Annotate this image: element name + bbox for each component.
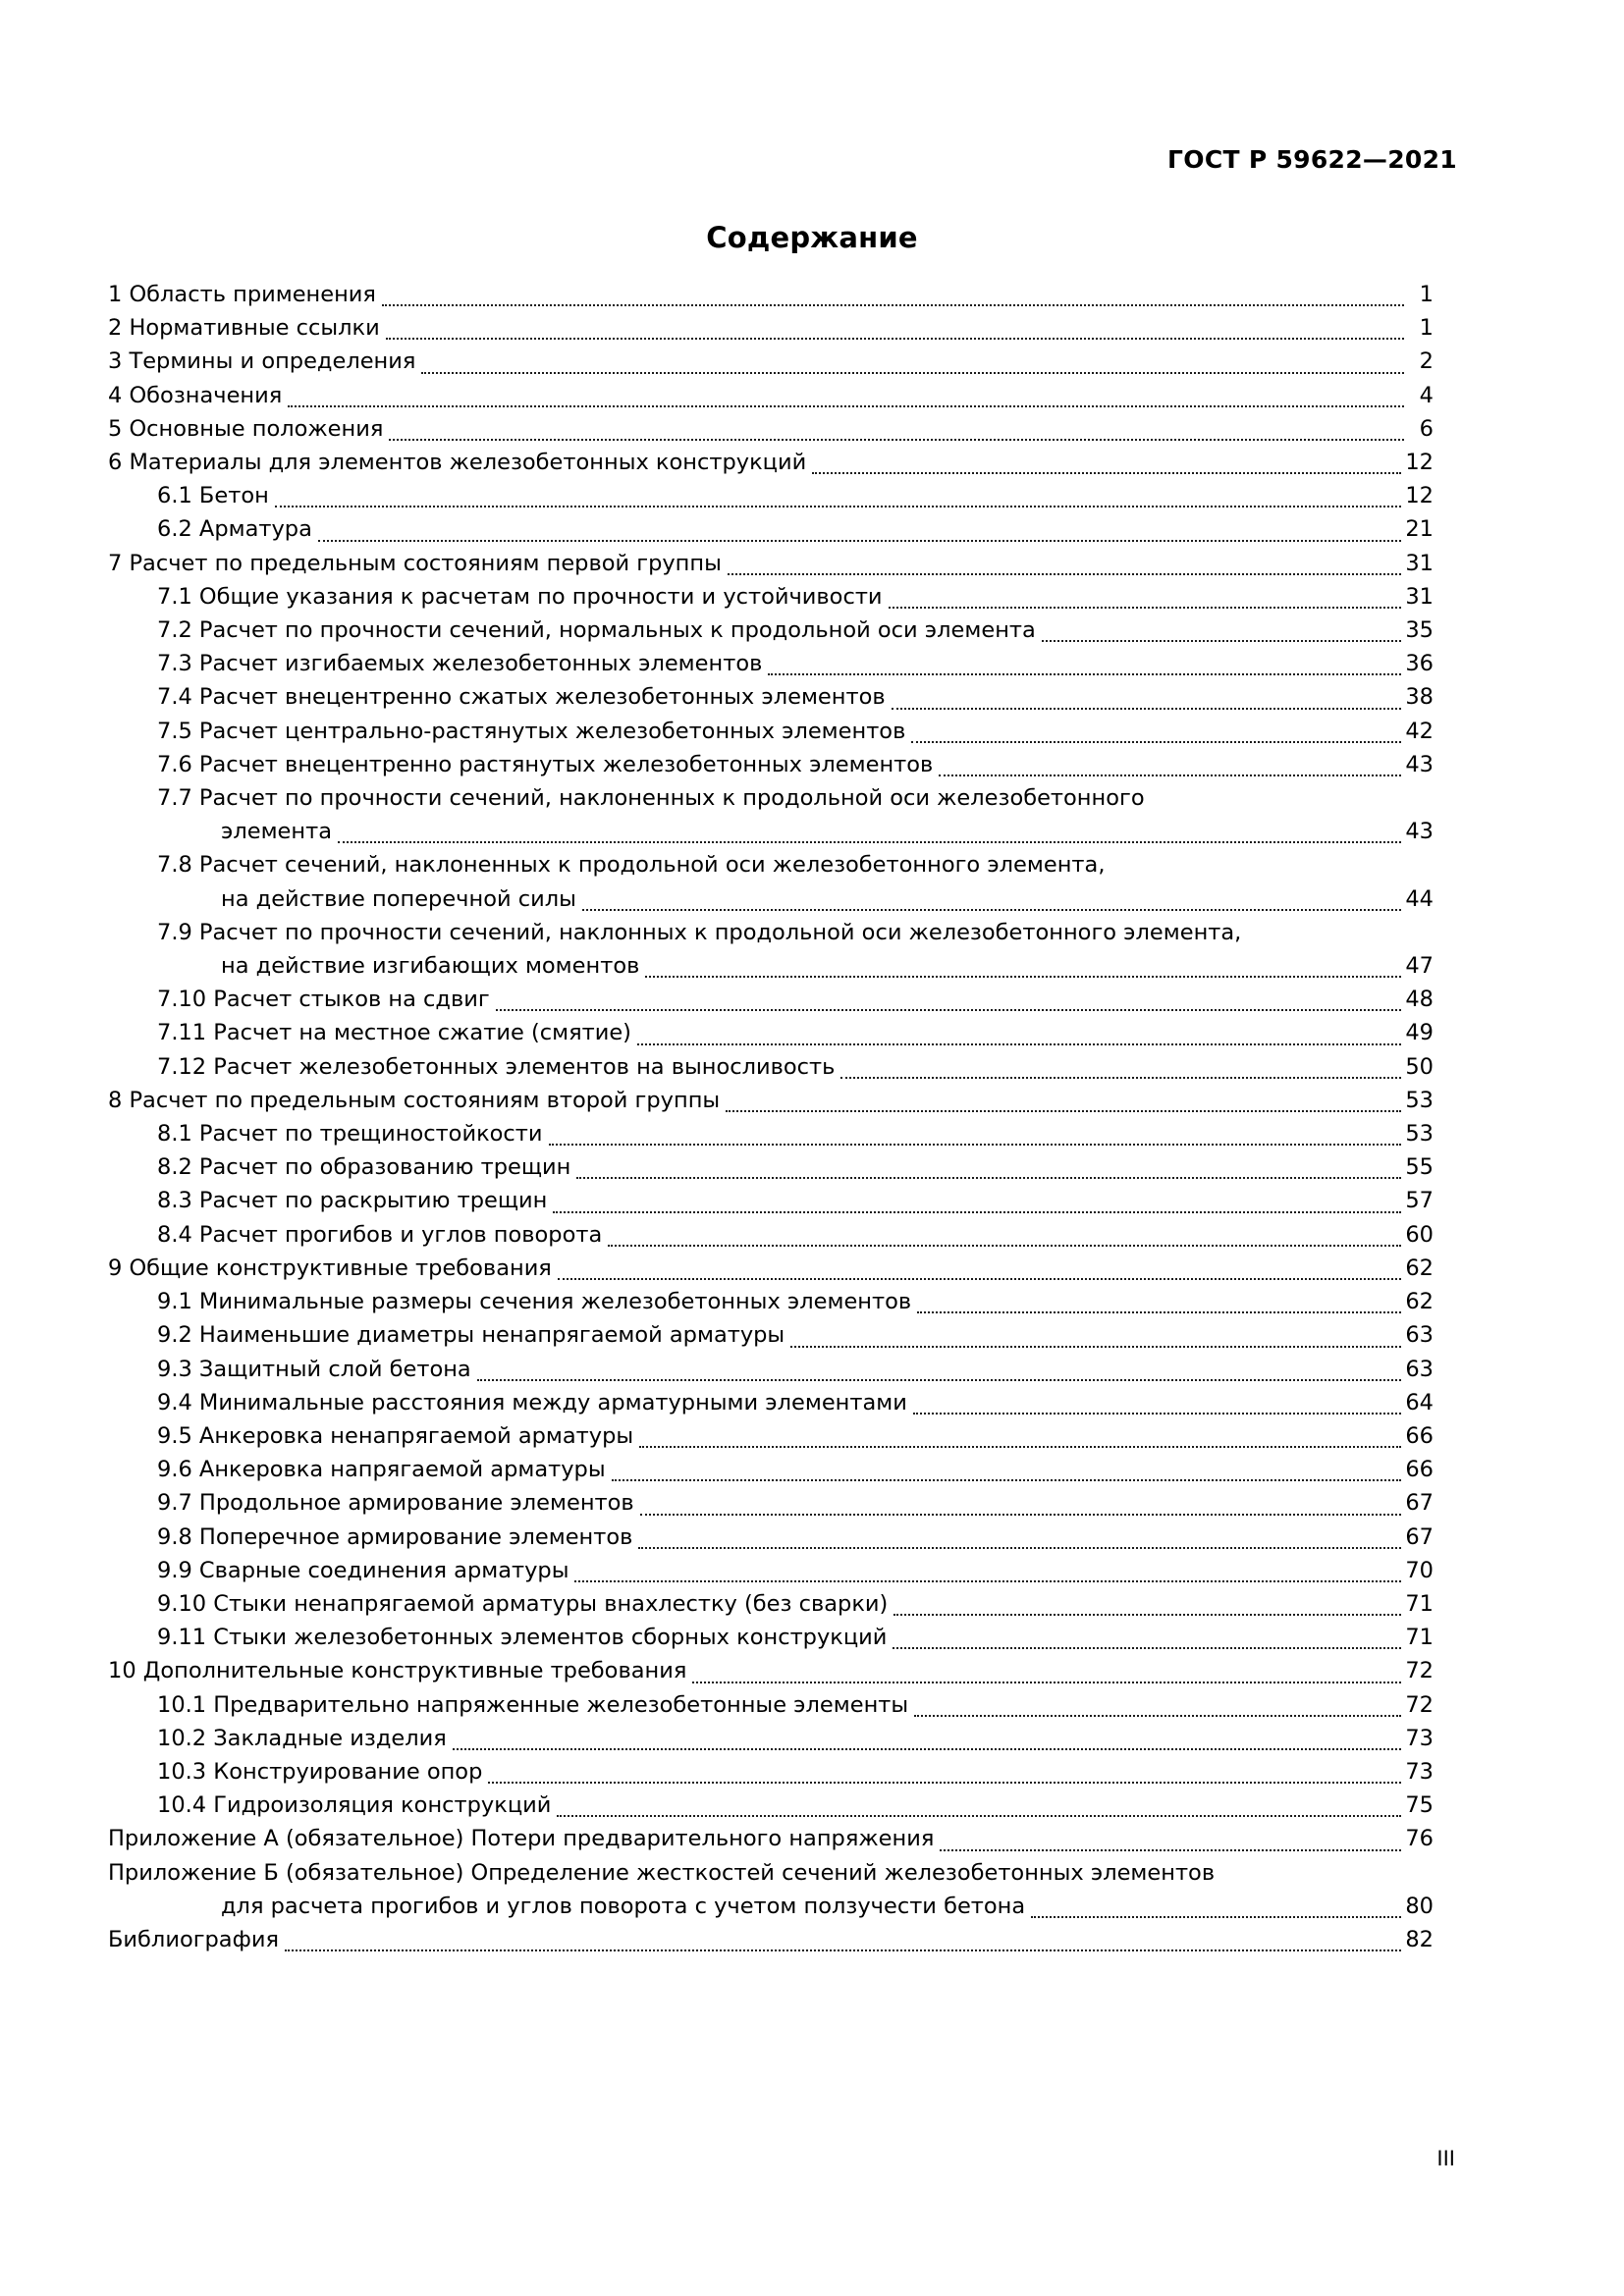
toc-entry[interactable] [108, 311, 1434, 345]
toc-entry-label: 5 Основные положения [108, 415, 384, 442]
toc-entry[interactable] [108, 1722, 1434, 1755]
toc-entry-label: 9.4 Минимальные расстояния между арматурными элементами [157, 1389, 907, 1415]
toc-entry-page: 1 [1419, 282, 1434, 307]
toc-leader-dots [386, 337, 1404, 340]
toc-entry[interactable] [108, 1184, 1434, 1217]
toc-entry-label: 8.3 Расчет по раскрытию трещин [157, 1188, 548, 1214]
toc-entry-page: 71 [1405, 1625, 1434, 1651]
toc-leader-dots [288, 404, 1404, 407]
toc-entry-page: 49 [1405, 1020, 1434, 1046]
toc-entry-page: 73 [1405, 1725, 1434, 1751]
toc-entry-label: 7.11 Расчет на местное сжатие (смятие) [157, 1020, 631, 1046]
toc-entry-page: 50 [1405, 1053, 1434, 1080]
toc-leader-dots [453, 1747, 1402, 1750]
toc-entry-label: 10.3 Конструирование опор [157, 1758, 483, 1785]
toc-entry[interactable] [108, 1554, 1434, 1587]
toc-entry-label: 9.1 Минимальные размеры сечения железобетонных элементов [157, 1289, 912, 1315]
toc-leader-dots [768, 672, 1401, 675]
toc-leader-dots [1042, 639, 1402, 642]
toc-entry[interactable] [108, 781, 1434, 815]
toc-entry-page: 43 [1405, 751, 1434, 777]
toc-entry[interactable] [108, 1150, 1434, 1184]
toc-entry-page: 55 [1405, 1154, 1434, 1181]
toc-entry[interactable] [108, 1453, 1434, 1486]
toc-entry[interactable] [108, 1688, 1434, 1722]
toc-entry-label: 7.12 Расчет железобетонных элементов на выносливость [157, 1053, 836, 1080]
toc-leader-dots [389, 438, 1404, 441]
toc-leader-dots [496, 1008, 1402, 1011]
toc-leader-dots [285, 1949, 1401, 1951]
toc-leader-dots [382, 303, 1404, 306]
toc-leader-dots [911, 740, 1401, 743]
toc-leader-dots [790, 1345, 1401, 1348]
toc-leader-dots [275, 505, 1402, 507]
toc-entry-label: на действие поперечной силы [221, 885, 576, 912]
toc-entry-page: 1 [1419, 315, 1434, 342]
toc-entry-label: 7.1 Общие указания к расчетам по прочности и устойчивости [157, 583, 883, 610]
toc-entry-label: 7.9 Расчет по прочности сечений, наклонных к продольной оси железобетонного элемента, [157, 919, 1242, 945]
toc-leader-dots [1220, 1884, 1404, 1885]
toc-entry-page: 72 [1405, 1658, 1434, 1684]
toc-entry-label: 10.2 Закладные изделия [157, 1725, 447, 1751]
toc-entry-label: 6.2 Арматура [157, 516, 312, 543]
toc-entry-page: 72 [1405, 1691, 1434, 1718]
toc-leader-dots [557, 1814, 1401, 1817]
toc-entry[interactable] [108, 580, 1434, 614]
toc-leader-dots [893, 1646, 1401, 1649]
toc-entry-label: 6.1 Бетон [157, 483, 269, 509]
toc-leader-dots [612, 1478, 1402, 1481]
toc-entry-label: 7.10 Расчет стыков на сдвиг [157, 987, 490, 1013]
toc-entry-page: 12 [1405, 450, 1434, 476]
toc-entry-label: Приложение А (обязательное) Потери предварительного напряжения [108, 1826, 935, 1852]
toc-entry-page: 82 [1405, 1926, 1434, 1952]
toc-entry[interactable] [108, 1856, 1434, 1890]
toc-leader-dots [913, 1412, 1401, 1415]
toc-entry-page: 67 [1405, 1490, 1434, 1517]
toc-entry[interactable] [108, 379, 1434, 412]
toc-leader-dots [726, 1109, 1401, 1112]
toc-leader-dots [1031, 1915, 1401, 1918]
toc-entry[interactable] [108, 916, 1434, 949]
toc-entry-page: 6 [1419, 415, 1434, 442]
toc-entry[interactable] [108, 848, 1434, 881]
toc-entry[interactable] [108, 983, 1434, 1016]
toc-entry-label: 2 Нормативные ссылки [108, 315, 380, 342]
toc-leader-dots [914, 1714, 1401, 1717]
toc-entry-page: 64 [1405, 1389, 1434, 1415]
toc-entry-label: 7.2 Расчет по прочности сечений, нормальных к продольной оси элемента [157, 617, 1036, 644]
toc-leader-dots [553, 1210, 1401, 1213]
toc-entry[interactable] [108, 1890, 1434, 1923]
toc-leader-dots [574, 1579, 1401, 1582]
toc-entry[interactable] [108, 479, 1434, 512]
toc-entry-label: 8.1 Расчет по трещиностойкости [157, 1121, 543, 1148]
toc-entry-label: 9.2 Наименьшие диаметры ненапрягаемой арматуры [157, 1322, 785, 1349]
toc-entry-page: 21 [1405, 516, 1434, 543]
toc-entry-page: 53 [1405, 1121, 1434, 1148]
toc-entry-page: 80 [1405, 1893, 1434, 1919]
toc-entry[interactable] [108, 1587, 1434, 1621]
toc-leader-dots [488, 1781, 1401, 1784]
toc-entry[interactable] [108, 1789, 1434, 1822]
toc-entry[interactable] [108, 1755, 1434, 1789]
toc-entry-label: 7.3 Расчет изгибаемых железобетонных элементов [157, 651, 763, 677]
toc-entry[interactable] [108, 882, 1434, 916]
toc-entry-label: 6 Материалы для элементов железобетонных конструкций [108, 450, 807, 476]
table-of-contents [108, 278, 1434, 1956]
toc-entry-page: 4 [1419, 382, 1434, 408]
toc-entry-page: 53 [1405, 1087, 1434, 1113]
toc-leader-dots [477, 1378, 1402, 1381]
toc-entry[interactable] [108, 1654, 1434, 1687]
toc-leader-dots [640, 1513, 1402, 1516]
toc-entry[interactable] [108, 1117, 1434, 1150]
toc-entry[interactable] [108, 614, 1434, 647]
toc-entry-page: 63 [1405, 1356, 1434, 1382]
toc-entry-page: 35 [1405, 617, 1434, 644]
toc-leader-dots [812, 471, 1401, 474]
toc-entry-label: 9.9 Сварные соединения арматуры [157, 1557, 569, 1583]
toc-leader-dots [692, 1681, 1401, 1683]
toc-entry-label: для расчета прогибов и углов поворота с учетом ползучести бетона [221, 1893, 1026, 1919]
toc-entry-page: 38 [1405, 684, 1434, 711]
page-title: Содержание [706, 221, 918, 254]
toc-leader-dots [840, 1076, 1401, 1079]
toc-leader-dots [549, 1143, 1402, 1146]
toc-leader-dots [558, 1277, 1402, 1280]
toc-entry[interactable] [108, 1621, 1434, 1654]
toc-leader-dots [1151, 809, 1404, 810]
toc-entry-label: 7.6 Расчет внецентренно растянутых железобетонных элементов [157, 751, 934, 777]
toc-entry-page: 63 [1405, 1322, 1434, 1349]
toc-leader-dots [338, 840, 1401, 843]
toc-entry-page: 76 [1405, 1826, 1434, 1852]
toc-entry-page: 2 [1419, 348, 1434, 375]
toc-entry-label: Приложение Б (обязательное) Определение жесткостей сечений железобетонных элементов [108, 1859, 1216, 1886]
toc-entry-label: 9.6 Анкеровка напрягаемой арматуры [157, 1457, 606, 1483]
toc-entry-label: 7 Расчет по предельным состояниям первой группы [108, 550, 722, 576]
toc-leader-dots [1247, 943, 1404, 944]
toc-entry[interactable] [108, 949, 1434, 983]
toc-leader-dots [892, 707, 1402, 710]
toc-entry[interactable] [108, 278, 1434, 311]
toc-entry[interactable] [108, 1822, 1434, 1855]
toc-entry-page: 12 [1405, 483, 1434, 509]
toc-entry[interactable] [108, 1419, 1434, 1453]
toc-entry-label: 7.8 Расчет сечений, наклоненных к продольной оси железобетонного элемента, [157, 852, 1106, 879]
toc-entry-page: 66 [1405, 1457, 1434, 1483]
toc-entry-page: 47 [1405, 953, 1434, 980]
toc-leader-dots [917, 1310, 1401, 1313]
toc-entry-label: 1 Область применения [108, 282, 376, 307]
toc-entry-page: 36 [1405, 651, 1434, 677]
toc-entry[interactable] [108, 412, 1434, 446]
toc-entry[interactable] [108, 1285, 1434, 1318]
toc-entry-page: 75 [1405, 1792, 1434, 1819]
toc-entry-page: 48 [1405, 987, 1434, 1013]
toc-leader-dots [1110, 877, 1404, 878]
toc-leader-dots [728, 572, 1402, 575]
toc-entry[interactable] [108, 647, 1434, 680]
toc-entry[interactable] [108, 345, 1434, 378]
toc-entry-label: 9.5 Анкеровка ненапрягаемой арматуры [157, 1422, 634, 1449]
toc-entry[interactable] [108, 748, 1434, 781]
toc-entry[interactable] [108, 680, 1434, 714]
toc-entry-label: 10 Дополнительные конструктивные требования [108, 1658, 687, 1684]
toc-entry-label: 9 Общие конструктивные требования [108, 1255, 552, 1281]
standard-number-header: ГОСТ Р 59622—2021 [1167, 145, 1457, 174]
toc-entry-label: 9.11 Стыки железобетонных элементов сборных конструкций [157, 1625, 888, 1651]
toc-entry-label: 7.5 Расчет центрально-растянутых железобетонных элементов [157, 718, 906, 744]
toc-entry-label: Библиография [108, 1926, 279, 1952]
toc-entry[interactable] [108, 1486, 1434, 1520]
toc-entry[interactable] [108, 1084, 1434, 1117]
toc-entry-page: 66 [1405, 1422, 1434, 1449]
toc-entry-label: на действие изгибающих моментов [221, 953, 640, 980]
toc-entry-label: 9.3 Защитный слой бетона [157, 1356, 471, 1382]
toc-entry-page: 31 [1405, 550, 1434, 576]
toc-entry-label: 8 Расчет по предельным состояниям второй группы [108, 1087, 721, 1113]
toc-entry-label: 9.7 Продольное армирование элементов [157, 1490, 634, 1517]
page-number-footer: III [1436, 2147, 1455, 2170]
toc-entry-label: элемента [221, 819, 332, 845]
toc-entry-label: 9.8 Поперечное армирование элементов [157, 1523, 633, 1550]
toc-entry-page: 43 [1405, 819, 1434, 845]
toc-entry-label: 4 Обозначения [108, 382, 283, 408]
toc-entry-page: 42 [1405, 718, 1434, 744]
toc-entry[interactable] [108, 1218, 1434, 1252]
toc-leader-dots [645, 975, 1401, 978]
toc-entry-page: 70 [1405, 1557, 1434, 1583]
toc-entry-page: 62 [1405, 1255, 1434, 1281]
toc-entry-page: 60 [1405, 1221, 1434, 1248]
toc-entry-page: 73 [1405, 1758, 1434, 1785]
toc-entry-label: 10.1 Предварительно напряженные железобетонные элементы [157, 1691, 909, 1718]
toc-entry-label: 9.10 Стыки ненапрягаемой арматуры внахлестку (без сварки) [157, 1590, 889, 1617]
toc-entry-page: 44 [1405, 885, 1434, 912]
toc-entry[interactable] [108, 446, 1434, 479]
toc-leader-dots [576, 1176, 1401, 1179]
toc-entry-page: 62 [1405, 1289, 1434, 1315]
toc-entry-page: 71 [1405, 1590, 1434, 1617]
toc-entry[interactable] [108, 1386, 1434, 1419]
toc-entry[interactable] [108, 715, 1434, 748]
toc-entry[interactable] [108, 1252, 1434, 1285]
toc-leader-dots [939, 774, 1401, 776]
toc-leader-dots [637, 1042, 1401, 1045]
toc-entry[interactable] [108, 1521, 1434, 1554]
toc-leader-dots [940, 1848, 1401, 1851]
toc-entry[interactable] [108, 1016, 1434, 1049]
toc-entry-label: 7.7 Расчет по прочности сечений, наклоненных к продольной оси железобетонного [157, 785, 1145, 812]
toc-entry[interactable] [108, 512, 1434, 546]
toc-entry[interactable] [108, 1923, 1434, 1956]
toc-entry-page: 67 [1405, 1523, 1434, 1550]
toc-leader-dots [893, 1613, 1401, 1616]
toc-entry[interactable] [108, 815, 1434, 848]
toc-entry-page: 31 [1405, 583, 1434, 610]
toc-entry-page: 57 [1405, 1188, 1434, 1214]
toc-leader-dots [421, 371, 1404, 374]
toc-entry-label: 10.4 Гидроизоляция конструкций [157, 1792, 552, 1819]
toc-entry-label: 8.2 Расчет по образованию трещин [157, 1154, 571, 1181]
toc-leader-dots [638, 1546, 1401, 1549]
toc-leader-dots [318, 539, 1401, 542]
toc-leader-dots [582, 908, 1401, 911]
toc-entry[interactable] [108, 1050, 1434, 1084]
toc-leader-dots [639, 1445, 1401, 1448]
toc-entry-label: 3 Термины и определения [108, 348, 416, 375]
toc-entry[interactable] [108, 1318, 1434, 1352]
toc-entry[interactable] [108, 1353, 1434, 1386]
toc-leader-dots [608, 1244, 1401, 1247]
toc-entry-label: 8.4 Расчет прогибов и углов поворота [157, 1221, 603, 1248]
toc-leader-dots [889, 606, 1402, 609]
toc-entry-label: 7.4 Расчет внецентренно сжатых железобетонных элементов [157, 684, 886, 711]
toc-entry[interactable] [108, 547, 1434, 580]
